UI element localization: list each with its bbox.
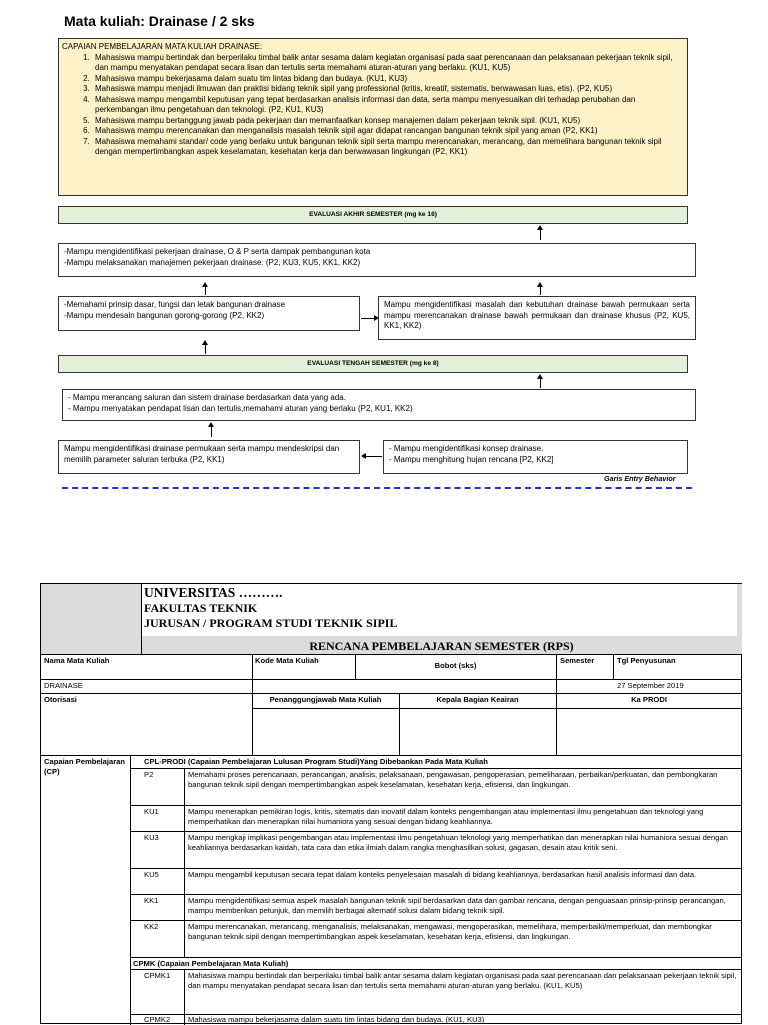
outcome-line: - Mampu menyatakan pendapat lisan dan tertulis,memahami aturan yang berlaku (P2, KU1, KK2) [68, 403, 413, 413]
cpl-code: KK2 [144, 922, 159, 931]
cpl-text: Mampu merencanakan, merancang, menganalisis, melaksanakan, mengawasi, mengoperasikan, memelihara, memperbaiki/memperkuat, dan membongkar bangunan teknik sipil dengan mempertimbangkan aspek keselamatan, kesehatan kerja, efisiensi, dan lingkungan. [188, 922, 712, 941]
authorization-label: Otorisasi [44, 695, 77, 704]
department-name: JURUSAN / PROGRAM STUDI TEKNIK SIPIL [144, 616, 398, 630]
course-coordinator-label: Penanggungjawab Mata Kuliah [269, 695, 382, 704]
outcome-box-surface-drainage: Mampu mengidentifikasi drainase permukaan serta mampu mendeskripsi dan memilih parameter saluran terbuka (P2, KK1) [58, 440, 360, 474]
water-division-head-label: Kepala Bagian Keairan [436, 695, 519, 704]
arrow-up-icon [205, 285, 206, 295]
page-title: Mata kuliah: Drainase / 2 sks [64, 13, 255, 29]
cpmk-code: CPMK2 [144, 1015, 171, 1024]
outcome-box-subsurface: Mampu mengidentifikasi masalah dan kebutuhan drainase bawah permukaan serta mampu merencanakan drainase bawah permukaan dan drainase khusus (P2, KU5, KK1, KK2) [378, 296, 696, 340]
midterm-exam-bar: EVALUASI TENGAH SEMESTER (mg ke 8) [58, 355, 688, 373]
course-name-header: Nama Mata Kuliah [44, 656, 110, 665]
outcome-box-culvert [58, 296, 360, 331]
arrow-up-icon [540, 377, 541, 388]
entry-behavior-line [62, 487, 692, 489]
document-title: RENCANA PEMBELAJARAN SEMESTER (RPS) [309, 639, 574, 653]
university-name: UNIVERSITAS ………. [144, 585, 283, 600]
faculty-name: FAKULTAS TEKNIK [144, 601, 258, 615]
outcome-box-channel-design [62, 389, 696, 421]
list-item: 1. Mahasiswa mampu bertindak dan berperilaku timbal balik antar sesama dalam kegiatan organisasi pada saat perencanaan dan pelaksanaan pekerjaan teknik sipil, dan mampu menyatakan pendapat secara lisan dan tertulis serta memahami aturan-aturan yang berlaku. (KU1, KU5) [92, 53, 683, 74]
program-head-label: Ka PRODI [631, 695, 667, 704]
arrow-left-icon [365, 456, 382, 457]
course-outcomes-heading: CAPAIAN PEMBELAJARAN MATA KULIAH DRAINASE: [62, 42, 263, 51]
learning-outcomes-label: Capaian Pembelajaran (CP) [44, 757, 126, 776]
rps-table [40, 583, 742, 1024]
entry-behavior-label: Garis Entry Behavior [604, 474, 676, 483]
semester-header: Semester [560, 656, 595, 665]
cpl-text: Mampu mengambil keputusan secara tepat dalam konteks penyelesaian masalah di bidang keahliannya, berdasarkan hasil analisis informasi dan data. [188, 870, 697, 879]
header-edge [737, 584, 742, 636]
cpl-code: KU5 [144, 870, 159, 879]
outcome-line: -Mampu mengidentifikasi pekerjaan drainase, O & P serta dampak pembangunan kota [64, 247, 371, 256]
compiled-date-header: Tgl Penyusunan [617, 656, 676, 665]
outcome-line: -Mampu melaksanakan manajemen pekerjaan drainase. (P2, KU3, KU5, KK1, KK2) [64, 257, 361, 267]
cpl-text: Mampu menerapkan pemikiran logis, kritis, sitematis dan inovatif dalam konteks pengembangan atau implementasi ilmu pengetahuan dan teknologi yang memperhatikan dan menerapkan nilai humaniora yang sesuai dengan bidang keahliannya. [188, 807, 704, 826]
cpl-text: Memahami proses perencanaan, perancangan, analisis, pelaksanaan, pengawasan, pengoperasian, pemeliharaan, perbaikan/perkuatan, dan pembongkaran bangunan teknik sipil dengan mempertimbangkan aspek keselamatan, kesehatan kerja, efisiensi, dan lingkungan. [188, 770, 718, 789]
cpl-text: Mampu mengidentifikasi semua aspek masalah bangunan teknik sipil berdasarkan data dan gambar rencana, dengan penguasaan prinsip-prinsip perancangan, mampu memberikan petunjuk, dan memilih berbagai alternatif solusi dalam bidang teknik sipil. [188, 896, 726, 915]
outcome-line: -Mampu mendesain bangunan gorong-gorong (P2, KK2) [64, 310, 265, 320]
outcome-box-urban-drainage [58, 243, 696, 277]
logo-placeholder [41, 584, 141, 654]
compiled-date-value: 27 September 2019 [617, 681, 684, 690]
final-exam-bar: EVALUASI AKHIR SEMESTER (mg ke 16) [58, 206, 688, 224]
list-item: 4. Mahasiswa mampu mengambil keputusan yang tepat berdasarkan analisis informasi dan data, serta mampu menyesuaikan diri terhadap perubahan dan perkembangan ilmu pengetahuan dan teknologi. (P2, KU1, KU3) [92, 95, 683, 116]
arrow-up-icon [540, 285, 541, 295]
outcome-line: - Mampu menghitung hujan rencana [P2, KK2] [389, 454, 554, 464]
credits-header: Bobot (sks) [434, 661, 477, 670]
outcome-box-drainage-concept [383, 440, 688, 474]
arrow-up-icon [211, 425, 212, 437]
cpl-text: Mampu mengkaji implikasi pengembangan atau implementasi ilmu pengetahuan teknologi yang memperhatikan dan menerapkan nilai humaniora sesuai dengan keahliannya berdasarkan kaidah, tata cara dan etika ilmiah dalam rangka menghasilkan solusi, gagasan, desain atau kritik seni. [188, 833, 728, 852]
list-item: 5. Mahasiswa mampu bertanggung jawab pada pekerjaan dan memanfaatkan konsep manajemen dalam pekerjaan teknik sipil. (KU1, KU5) [92, 116, 683, 127]
outcome-line: -Memahami prinsip dasar, fungsi dan letak bangunan drainase [64, 300, 286, 309]
cpmk-code: CPMK1 [144, 971, 171, 980]
cpl-code: KK1 [144, 896, 159, 905]
course-code-header: Kode Mata Kuliah [255, 656, 319, 665]
list-item: 6. Mahasiswa mampu merencanakan dan menganalisis masalah teknik sipil agar didapat rancangan bangunan teknik sipil yang aman (P2, KK1) [92, 126, 683, 137]
cpl-code: KU3 [144, 833, 159, 842]
cpl-code: KU1 [144, 807, 159, 816]
arrow-up-icon [205, 343, 206, 354]
arrow-right-icon [361, 318, 375, 319]
arrow-up-icon [540, 228, 541, 240]
course-outcomes-box [58, 38, 688, 196]
outcome-line: - Mampu mengidentifikasi konsep drainase. [389, 444, 544, 453]
cpmk-text: Mahasiswa mampu bekerjasama dalam suatu tim lintas bidang dan budaya. (KU1, KU3) [188, 1015, 485, 1024]
outcome-line: - Mampu merancang saluran dan sistem drainase berdasarkan data yang ada. [68, 393, 346, 402]
cpl-code: P2 [144, 770, 154, 779]
cpmk-text: Mahasiswa mampu bertindak dan berperilaku timbal balik antar sesama dalam kegiatan organisasi pada saat perencanaan dan pelaksanaan pekerjaan teknik sipil, dan mampu menyatakan pendapat secara lisan dan tertulis serta memahami aturan-aturan yang berlaku. (KU1, KU5) [188, 971, 737, 990]
list-item: 3. Mahasiswa mampu menjadi ilmuwan dan praktisi bidang teknik sipil yang professional (kritis, kreatif, sistematis, berwawasan luas, etis). (P2, KU5) [92, 84, 683, 95]
cpmk-heading: CPMK (Capaian Pembelajaran Mata Kuliah) [133, 959, 289, 968]
list-item: 2. Mahasiswa mampu bekerjasama dalam suatu tim lintas bidang dan budaya. (KU1, KU3) [92, 74, 683, 85]
course-outcomes-list [62, 53, 683, 158]
course-name-value: DRAINASE [44, 681, 83, 690]
list-item: 7. Mahasiswa memahami standar/ code yang berlaku untuk bangunan teknik sipil serta mampu merencanakan, merancang, dan memelihara bangunan teknik sipil dengan mempertimbangkan aspek keselamatan, kesehatan kerja dan berwawasan lingkungan (P2, KK1) [92, 137, 683, 158]
cpl-heading: CPL-PRODI (Capaian Pembelajaran Lulusan Program Studi)Yang Dibebankan Pada Mata Kuliah [144, 757, 488, 766]
